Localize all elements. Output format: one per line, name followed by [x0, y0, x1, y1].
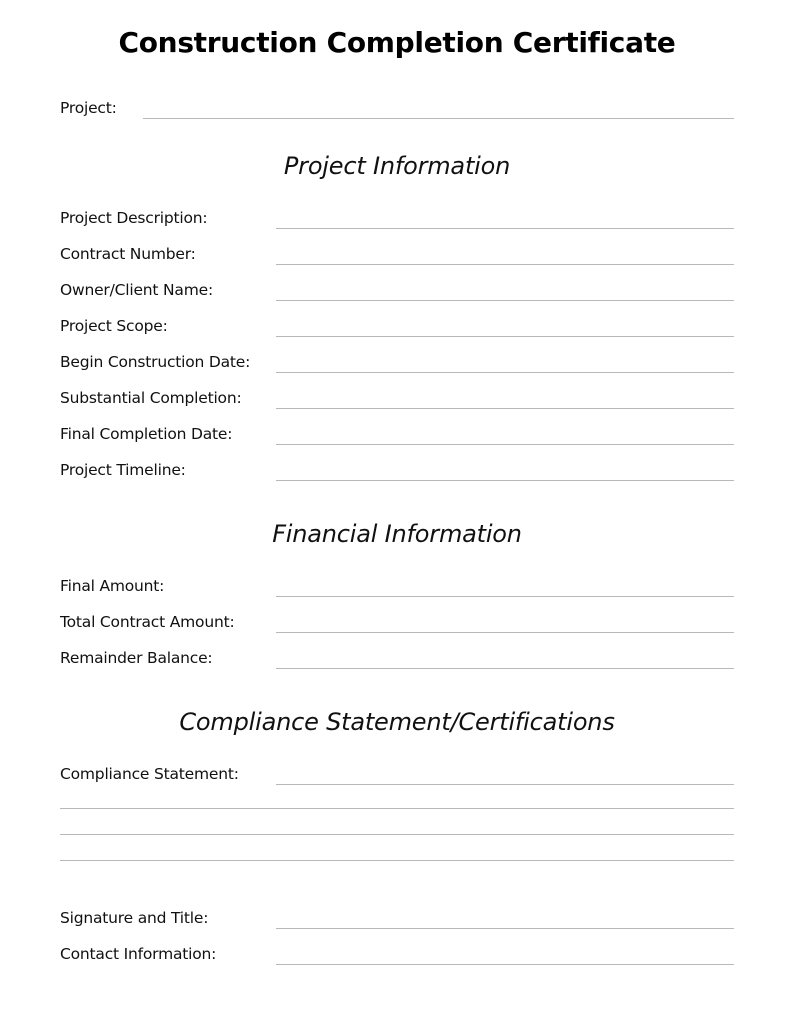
field-row-remainder-balance	[60, 649, 734, 669]
owner-client-name-input-line[interactable]	[276, 300, 734, 301]
field-row-signature-and-title	[60, 909, 734, 929]
field-label: Owner/Client Name:	[60, 281, 213, 299]
field-row-project-scope	[60, 317, 734, 337]
signature-and-title-input-line[interactable]	[276, 928, 734, 929]
substantial-completion-input-line[interactable]	[276, 408, 734, 409]
final-amount-input-line[interactable]	[276, 596, 734, 597]
field-row-final-completion-date	[60, 425, 734, 445]
field-row-owner-client-name	[60, 281, 734, 301]
final-completion-date-input-line[interactable]	[276, 444, 734, 445]
field-label: Contact Information:	[60, 945, 217, 963]
field-label: Begin Construction Date:	[60, 353, 251, 371]
field-label: Final Completion Date:	[60, 425, 233, 443]
field-row-final-amount	[60, 577, 734, 597]
field-label: Contract Number:	[60, 245, 196, 263]
project-description-input-line[interactable]	[276, 228, 734, 229]
field-label: Final Amount:	[60, 577, 165, 595]
remainder-balance-input-line[interactable]	[276, 668, 734, 669]
field-row-total-contract-amount	[60, 613, 734, 633]
total-contract-amount-input-line[interactable]	[276, 632, 734, 633]
begin-construction-date-input-line[interactable]	[276, 372, 734, 373]
project-scope-input-line[interactable]	[276, 336, 734, 337]
section-title-compliance: Compliance Statement/Certifications	[179, 708, 615, 736]
field-row-substantial-completion	[60, 389, 734, 409]
field-row-contract-number	[60, 245, 734, 265]
compliance-statement-continuation-line-3[interactable]	[60, 860, 734, 861]
contact-information-input-line[interactable]	[276, 964, 734, 965]
compliance-statement-input-line[interactable]	[276, 784, 734, 785]
field-label: Project Scope:	[60, 317, 168, 335]
field-label: Project Description:	[60, 209, 208, 227]
page-title: Construction Completion Certificate	[118, 26, 676, 59]
contract-number-input-line[interactable]	[276, 264, 734, 265]
field-label: Signature and Title:	[60, 909, 209, 927]
project-label: Project:	[60, 99, 117, 117]
compliance-statement-continuation-line-1[interactable]	[60, 808, 734, 809]
project-input-line[interactable]	[143, 118, 734, 119]
section-title-project-information: Project Information	[283, 152, 511, 180]
field-row-contact-information	[60, 945, 734, 965]
field-row-project-timeline	[60, 461, 734, 481]
field-row-begin-construction-date	[60, 353, 734, 373]
field-label: Remainder Balance:	[60, 649, 213, 667]
field-label: Total Contract Amount:	[60, 613, 235, 631]
field-row-compliance-statement	[60, 765, 734, 785]
field-label: Project Timeline:	[60, 461, 186, 479]
section-title-financial-information: Financial Information	[272, 520, 522, 548]
field-row-project-description	[60, 209, 734, 229]
project-timeline-input-line[interactable]	[276, 480, 734, 481]
field-label: Compliance Statement:	[60, 765, 239, 783]
field-label: Substantial Completion:	[60, 389, 242, 407]
compliance-statement-continuation-line-2[interactable]	[60, 834, 734, 835]
project-field-row	[60, 99, 734, 119]
